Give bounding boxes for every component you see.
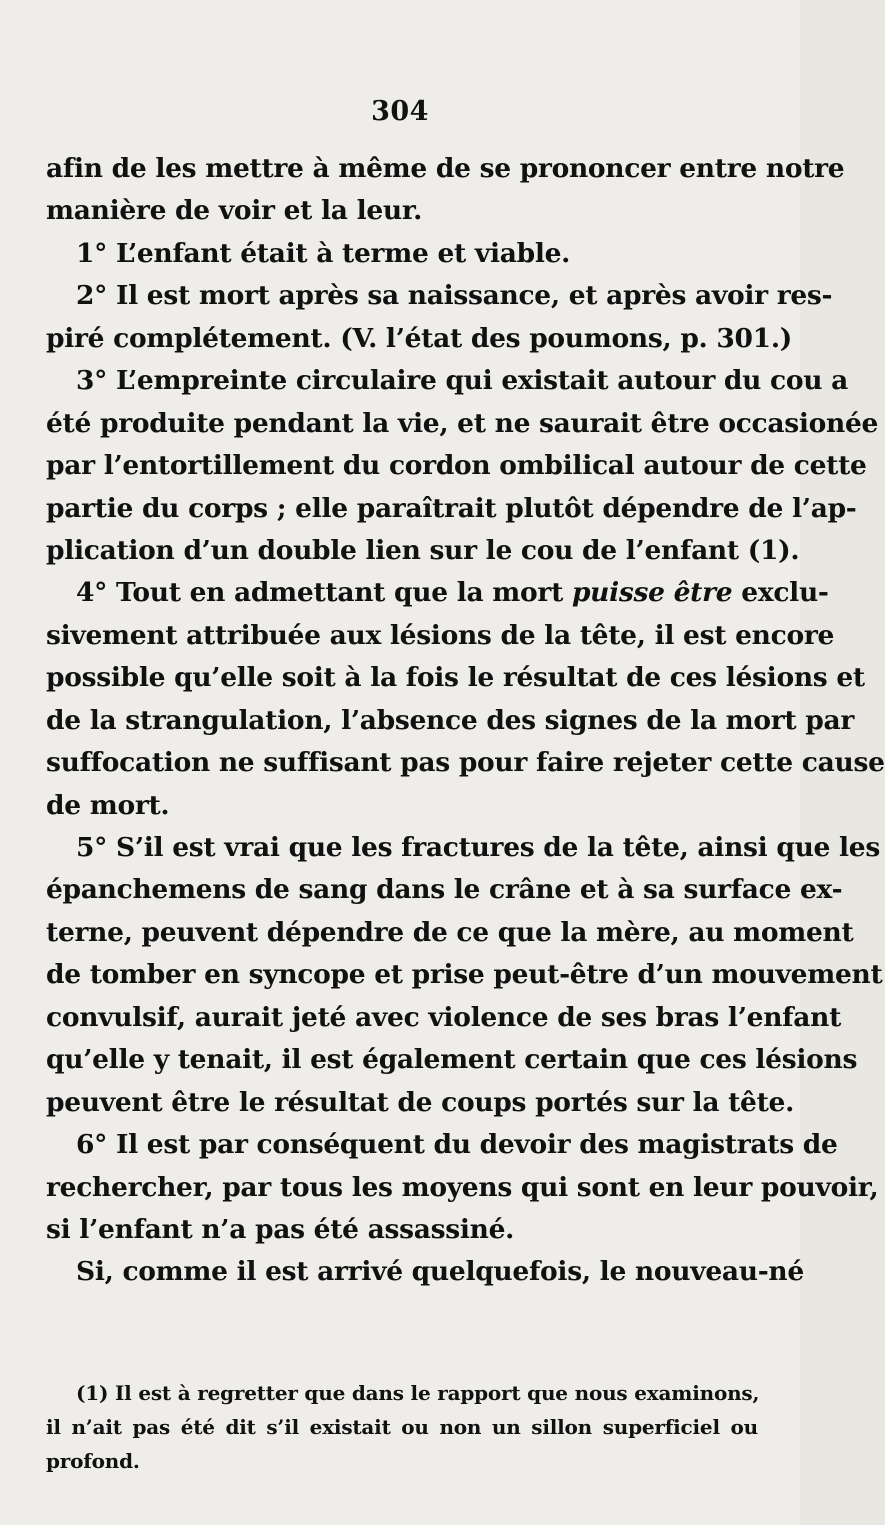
text-line: plication d’un double lien sur le cou de l’enfant (1). <box>46 534 800 566</box>
text-line: si l’enfant n’a pas été assassiné. <box>46 1213 515 1245</box>
text-line: possible qu’elle soit à la fois le résultat de ces lésions et <box>46 662 865 694</box>
text-line: afin de les mettre à même de se prononcer entre notre <box>46 153 845 184</box>
text-line: 1° L’enfant était à terme et viable. <box>76 237 571 269</box>
text-line: rechercher, par tous les moyens qui sont en leur pouvoir, <box>46 1171 879 1203</box>
text-line: Si, comme il est arrivé quelquefois, le nouveau-né <box>76 1256 804 1288</box>
text-line: 3° L’empreinte circulaire qui existait autour du cou a <box>76 365 849 397</box>
text-line: 5° S’il est vrai que les fractures de la tête, ainsi que les <box>76 832 880 863</box>
text-line: par l’entortillement du cordon ombilical autour de cette <box>46 450 867 482</box>
text-line: peuvent être le résultat de coups portés sur la tête. <box>46 1086 795 1118</box>
text-line: épanchemens de sang dans le crâne et à sa surface ex- <box>46 874 843 906</box>
footnote-line: il n’ait pas été dit s’il existait ou non un sillon superficiel ou <box>46 1415 758 1439</box>
text-line: piré complétement. (V. l’état des poumons, p. 301.) <box>46 322 792 354</box>
text-line: suffocation ne suffisant pas pour faire rejeter cette cause <box>46 747 885 779</box>
text-line: sivement attribuée aux lésions de la tête, il est encore <box>46 619 835 651</box>
text-line: 2° Il est mort après sa naissance, et après avoir res- <box>76 280 833 312</box>
text-line: de la strangulation, l’absence des signes de la mort par <box>46 704 855 736</box>
text-run: exclu- <box>732 577 829 609</box>
emphasis-text: puisse être <box>571 577 733 609</box>
body-text <box>46 148 885 1294</box>
text-line: qu’elle y tenait, il est également certain que ces lésions <box>46 1044 858 1076</box>
footnote-line: profond. <box>46 1449 140 1473</box>
text-line: de mort. <box>46 789 170 821</box>
text-line: manière de voir et la leur. <box>46 195 423 227</box>
text-line: terne, peuvent dépendre de ce que la mère, au moment <box>46 916 854 948</box>
text-line: partie du corps ; elle paraîtrait plutôt dépendre de l’ap- <box>46 492 857 524</box>
footnote-line: (1) Il est à regretter que dans le rapport que nous examinons, <box>76 1381 760 1405</box>
text-line: 6° Il est par conséquent du devoir des magistrats de <box>76 1129 838 1161</box>
page-number: 304 <box>371 96 429 127</box>
footnote <box>46 1376 758 1478</box>
text-run: 4° Tout en admettant que la mort <box>76 577 572 609</box>
text-line: de tomber en syncope et prise peut-être d’un mouvement <box>46 959 883 991</box>
text-line: convulsif, aurait jeté avec violence de ses bras l’enfant <box>46 1001 842 1033</box>
text-line <box>46 572 829 614</box>
text-line: été produite pendant la vie, et ne saurait être occasionée <box>46 407 879 439</box>
